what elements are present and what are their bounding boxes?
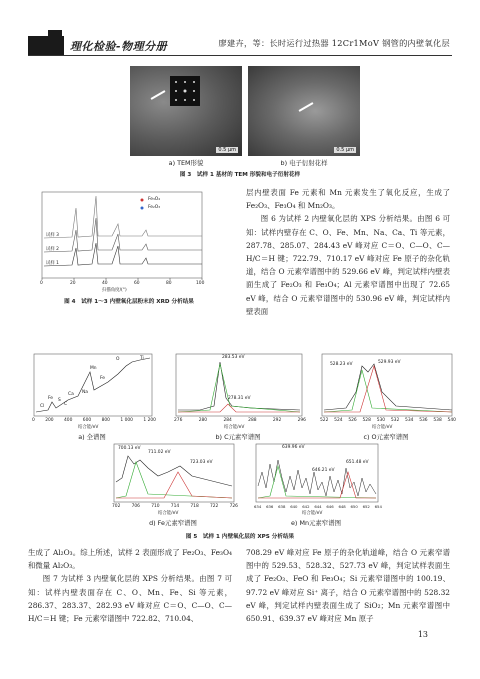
- fig5-panel-a-caption: a) 全谱图: [78, 433, 106, 441]
- fig3-panel-b-caption: b) 电子衍射花样: [280, 159, 328, 167]
- peak-label: 529.93 eV: [378, 360, 401, 365]
- xtick-row: [320, 418, 456, 423]
- xtick: 644: [314, 504, 322, 509]
- peak-label: 723.03 eV: [190, 460, 213, 465]
- xtick: 20: [70, 281, 76, 286]
- x-axis-label: 结合能/eV: [372, 425, 393, 430]
- xtick: 528: [362, 418, 371, 423]
- fig5-panel-b-caption: b) C元素窄谱图: [215, 433, 261, 441]
- xtick: 284: [223, 418, 232, 423]
- paragraph: 图 6 为试样 2 内壁氧化层的 XPS 分析结果。由图 6 可知：试样内壁存在 C、O、Fe、Mn、Na、Ca、Ti 等元素，287.78、285.07、284.43 eV 峰对应 C＝O、C—O、C—H/C＝H 键；722.79、710.17 eV 峰对应 Fe 原子的杂化轨道，结合 O 元素窄谱图中的 529.66 eV 峰，判定试样内壁表面生成了 Fe₂O₃ 和 Fe₃O₄；Al 元素窄谱图中出现了 72.65 eV 峰，结合 O 元素窄谱图中的 530.96 eV 峰，判定试样内壁表面: [246, 214, 450, 316]
- peak-label: 278.31 eV: [228, 396, 251, 401]
- xtick: 100: [196, 281, 205, 286]
- x-axis-label: 结合能/eV: [224, 425, 245, 430]
- fig4-caption: 图 4 试样 1～3 内壁氧化层粉末的 XRD 分析结果: [64, 299, 194, 305]
- diffraction-dots: [170, 76, 200, 106]
- xtick: 80: [166, 281, 172, 286]
- peak-label: 700.13 eV: [118, 446, 141, 451]
- peak-label: 646.21 eV: [312, 468, 335, 473]
- xtick: 526: [348, 418, 357, 423]
- xrd-svg: [32, 188, 222, 294]
- xtick: 714: [170, 504, 180, 509]
- fig5-panel-d-caption: d) Fe元素窄谱图: [149, 519, 197, 527]
- xtick: 654: [374, 504, 382, 509]
- legend-marker-fe3o4: [141, 199, 144, 202]
- xps-o-spectrum: [316, 352, 456, 432]
- peak-label: Ti: [140, 356, 144, 361]
- diffraction-inset: [170, 76, 200, 106]
- xtick: 648: [338, 504, 346, 509]
- running-title: 廖建卉，等：长时运行过热器 12Cr1MoV 钢管的内壁氧化层: [218, 38, 450, 48]
- xtick: 652: [362, 504, 370, 509]
- arrow-icon: [151, 90, 166, 100]
- xtick: 1 200: [143, 418, 156, 423]
- peak-label: 639.96 eV: [282, 445, 305, 450]
- peak-label: S: [58, 398, 61, 403]
- xtick: 296: [297, 418, 306, 423]
- xtick: 522: [320, 418, 329, 423]
- arrow-icon: [299, 102, 314, 112]
- xtick-row: [112, 504, 238, 509]
- peak-label: 711.02 eV: [148, 450, 171, 455]
- fig3-panel-a-caption: a) TEM形貌: [168, 159, 204, 167]
- xtick: 200: [45, 418, 54, 423]
- xtick: 400: [64, 418, 73, 423]
- xtick: 530: [376, 418, 386, 423]
- peak-label: Mn: [90, 366, 97, 371]
- xtick: 650: [350, 504, 358, 509]
- fig5-caption: 图 5 试样 1 内壁氧化层的 XPS 分析结果: [185, 534, 295, 540]
- xtick: 702: [112, 504, 121, 509]
- scale-bar-b: 0.5 μm: [336, 147, 354, 153]
- paragraph: 708.29 eV 峰对应 Fe 原子的杂化轨道峰，结合 O 元素窄谱图中的 529.53、528.32、527.73 eV 峰，判定试样表面生成了 Fe₂O₃、FeO 和 Fe₃O₄；Si 元素窄谱图中的 100.19、97.72 eV 峰对应 Si⁺ 离子，结合 O 元素窄谱图中的 528.32 eV 峰，判定试样内壁表面生成了 SiO₂；Mn 元素窄谱图中 650.91、639.37 eV 峰对应 Mn 原子: [246, 548, 450, 624]
- peak-label: 528.23 eV: [330, 362, 353, 367]
- diffraction-image: [248, 66, 360, 156]
- paragraph: 层内壁表面 Fe 元素和 Mn 元素发生了氧化反应，生成了 Fe₂O₃、Fe₃O₄ 和 Mn₂O₃。: [246, 188, 450, 211]
- page-number: 13: [417, 630, 428, 639]
- peak-label: Na: [82, 390, 88, 395]
- series-label: 试样 2: [46, 247, 59, 252]
- header-rule: [28, 55, 452, 56]
- tem-image: [130, 66, 242, 156]
- xtick: 646: [326, 504, 334, 509]
- xtick: 710: [151, 504, 160, 509]
- xtick: 722: [209, 504, 219, 509]
- peak-label: Fe: [100, 376, 105, 381]
- xtick: 60: [134, 281, 140, 286]
- paragraph: 生成了 Al₂O₃。综上所述，试样 2 表面形成了 Fe₂O₃、Fe₃O₄ 和微量 Al₂O₃。: [28, 548, 232, 571]
- bottom-right-column: [246, 546, 450, 625]
- xtick: 600: [82, 418, 92, 423]
- peak-label: Cl: [40, 404, 45, 409]
- legend-label: Fe₃O₄: [148, 197, 160, 202]
- xps-full-spectrum: [28, 352, 156, 432]
- xtick: 538: [433, 418, 442, 423]
- peak-label: 283.53 eV: [222, 355, 245, 360]
- x-axis-label: 结合能/eV: [158, 511, 179, 516]
- xtick: 636: [266, 504, 274, 509]
- xps-fe-spectrum: [108, 442, 238, 518]
- peak-label: Fe: [48, 396, 53, 401]
- xtick: 0: [40, 281, 43, 286]
- xtick-row: [254, 504, 382, 509]
- xtick: 640: [290, 504, 298, 509]
- peak-label: C: [64, 402, 68, 407]
- bottom-left-column: [28, 546, 232, 625]
- fig5-panel-c-caption: c) O元素窄谱图: [363, 433, 409, 441]
- xtick: 634: [254, 504, 262, 509]
- xtick: 726: [229, 504, 238, 509]
- xrd-chart: [32, 188, 222, 294]
- xtick: 1 000: [120, 418, 133, 423]
- journal-name: 理化检验-物理分册: [70, 40, 168, 53]
- xtick-row: [32, 418, 156, 423]
- xtick: 288: [248, 418, 257, 423]
- xtick: 536: [419, 418, 428, 423]
- x-axis-label: 结合能/eV: [302, 511, 323, 516]
- xtick: 292: [272, 418, 282, 423]
- xps-mn-spectrum: [250, 442, 382, 518]
- xtick: 642: [302, 504, 310, 509]
- xtick: 718: [190, 504, 199, 509]
- legend-label: Fe₂O₃: [148, 205, 160, 210]
- right-paragraph: [246, 186, 450, 318]
- scale-bar-a: 0.5 μm: [218, 147, 236, 153]
- peak-label: 651.48 eV: [346, 460, 369, 465]
- fig5-panel-e-caption: e) Mn元素窄谱图: [291, 519, 341, 527]
- series-label: 试样 1: [46, 261, 59, 266]
- xtick-row: [174, 418, 306, 423]
- peak-label: O: [116, 357, 120, 362]
- xtick: 800: [101, 418, 110, 423]
- xtick: 706: [131, 504, 140, 509]
- x-axis-label: 结合能/eV: [78, 425, 99, 430]
- journal-logo: [28, 36, 64, 56]
- xtick: 534: [405, 418, 414, 423]
- peak-label: Ca: [68, 392, 74, 397]
- xtick: 0: [32, 418, 35, 423]
- xtick: 276: [174, 418, 183, 423]
- legend-marker-fe2o3: [141, 207, 144, 210]
- series-label: 试样 3: [46, 233, 59, 238]
- fig3-caption: 图 3 试样 1 基材的 TEM 形貌和电子衍射花样: [179, 172, 301, 178]
- xtick: 540: [447, 418, 456, 423]
- xtick: 524: [334, 418, 343, 423]
- xrd-xlabel: 扫描角度/(°): [102, 288, 127, 293]
- xps-c-spectrum: [170, 352, 306, 432]
- paragraph: 图 7 为试样 3 内壁氧化层的 XPS 分析结果。由图 7 可知：试样内壁表面存在 C、O、Mn、Fe、Si 等元素，286.37、283.37、282.93 eV 峰对应 C＝O、C—O、C—H/C＝H 键；Fe 元素窄谱图中 722.82、710.04、: [28, 574, 232, 624]
- xtick: 532: [390, 418, 400, 423]
- xtick: 280: [198, 418, 208, 423]
- xtick: 638: [278, 504, 286, 509]
- xtick: 40: [102, 281, 108, 286]
